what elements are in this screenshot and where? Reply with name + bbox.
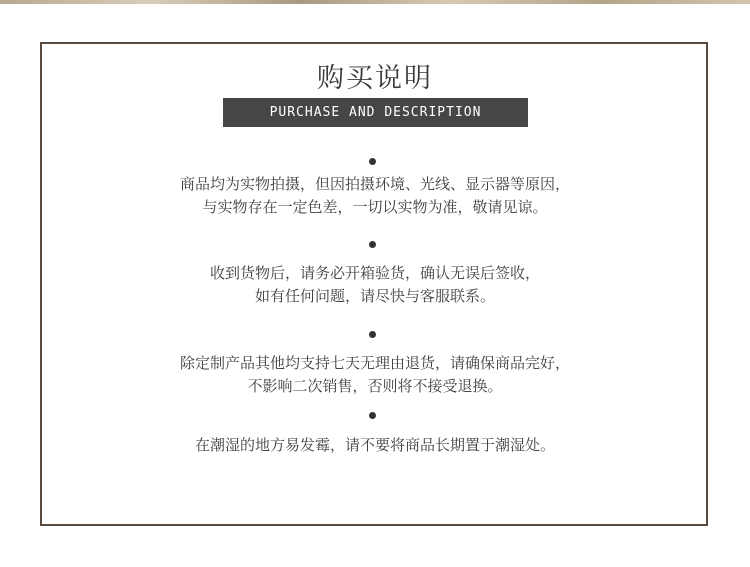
note-2-line-1: 收到货物后，请务必开箱验货，确认无误后签收，: [209, 264, 540, 282]
note-1-line-2: 与实物存在一定色差，一切以实物为准，敬请见谅。: [202, 198, 548, 216]
note-3-line-2: 不影响二次销售，否则将不接受退换。: [247, 377, 503, 395]
note-item-4: [0, 434, 750, 457]
bullet-dot-icon: [369, 158, 376, 165]
note-item-2: [0, 262, 750, 308]
bullet-dot-icon: [369, 412, 376, 419]
note-1-line-1: 商品均为实物拍摄，但因拍摄环境、光线、显示器等原因，: [179, 175, 570, 193]
subtitle-text: PURCHASE AND DESCRIPTION: [269, 105, 482, 120]
decorative-top-strip: [0, 0, 750, 4]
subtitle-banner: [223, 98, 528, 127]
bullet-dot-icon: [369, 331, 376, 338]
note-item-1: [0, 173, 750, 219]
note-item-3: [0, 352, 750, 398]
bullet-dot-icon: [369, 241, 376, 248]
note-4-line-1: 在潮湿的地方易发霉，请不要将商品长期置于潮湿处。: [194, 436, 555, 454]
note-3-line-1: 除定制产品其他均支持七天无理由退货，请确保商品完好，: [179, 354, 570, 372]
page-title: 购买说明: [317, 63, 433, 94]
note-2-line-2: 如有任何问题，请尽快与客服联系。: [254, 287, 495, 305]
